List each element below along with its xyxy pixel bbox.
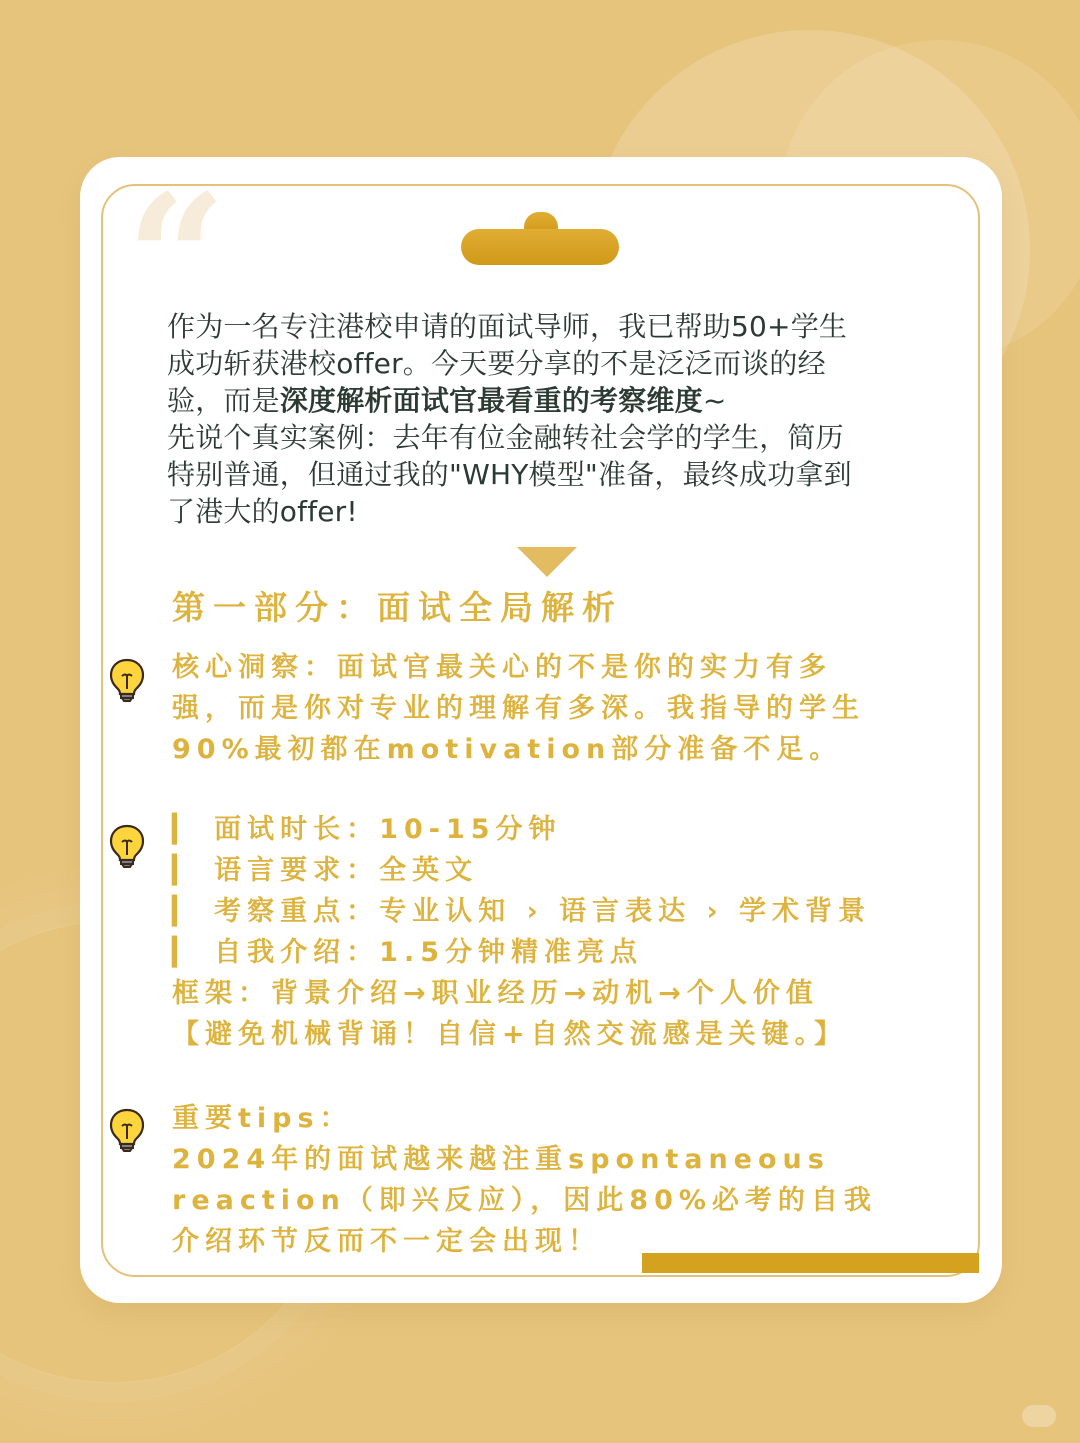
fact-line: ▎ 语言要求：全英文 — [172, 855, 479, 886]
insight-line: 核心洞察：面试官最关心的不是你的实力有多 — [172, 652, 832, 683]
tips-line: 介绍环节反而不一定会出现！ — [172, 1226, 601, 1257]
fact-line: 框架：背景介绍→职业经历→动机→个人价值 — [172, 978, 819, 1009]
intro-line: 了港大的offer! — [167, 495, 358, 528]
fact-line: 【避免机械背诵！自信+自然交流感是关键。】 — [172, 1019, 848, 1050]
intro-highlight: 深度解析面试官最看重的考察维度 — [279, 384, 703, 417]
intro-line: 特别普通，但通过我的"WHY模型"准备，最终成功拿到 — [167, 458, 852, 491]
facts-block — [172, 809, 871, 1055]
intro-line: 作为一名专注港校申请的面试导师，我已帮助50+学生 — [167, 310, 848, 343]
bottom-strip — [642, 1253, 979, 1273]
intro-line — [167, 382, 919, 419]
fact-line: ▎ 考察重点：专业认知 › 语言表达 › 学术背景 — [172, 896, 872, 927]
intro-fragment: ~ — [702, 384, 727, 417]
content-card — [80, 157, 1002, 1303]
insight-line: 90%最初都在motivation部分准备不足。 — [172, 734, 843, 765]
tips-line: 2024年的面试越来越注重spontaneous — [172, 1144, 830, 1175]
tips-block — [172, 1098, 877, 1262]
fact-line: ▎ 自我介绍：1.5分钟精准亮点 — [172, 937, 643, 968]
arrow-down-icon — [517, 547, 577, 577]
quote-mark-icon: “ — [126, 157, 227, 362]
tips-line: 重要tips： — [172, 1103, 353, 1134]
intro-text — [167, 308, 919, 530]
tab-pill — [461, 229, 619, 265]
watermark-badge — [1022, 1405, 1056, 1427]
lightbulb-icon — [108, 823, 146, 869]
tips-line: reaction（即兴反应），因此80%必考的自我 — [172, 1185, 877, 1216]
intro-fragment: 验，而是 — [167, 384, 280, 417]
insight-block — [172, 647, 865, 770]
lightbulb-icon — [108, 657, 146, 703]
lightbulb-icon — [108, 1107, 146, 1153]
intro-line: 成功斩获港校offer。今天要分享的不是泛泛而谈的经 — [167, 347, 826, 380]
intro-line: 先说个真实案例：去年有位金融转社会学的学生，简历 — [167, 421, 844, 454]
section-title: 第一部分：面试全局解析 — [172, 588, 623, 627]
fact-line: ▎ 面试时长：10-15分钟 — [172, 814, 562, 845]
insight-line: 强，而是你对专业的理解有多深。我指导的学生 — [172, 693, 865, 724]
